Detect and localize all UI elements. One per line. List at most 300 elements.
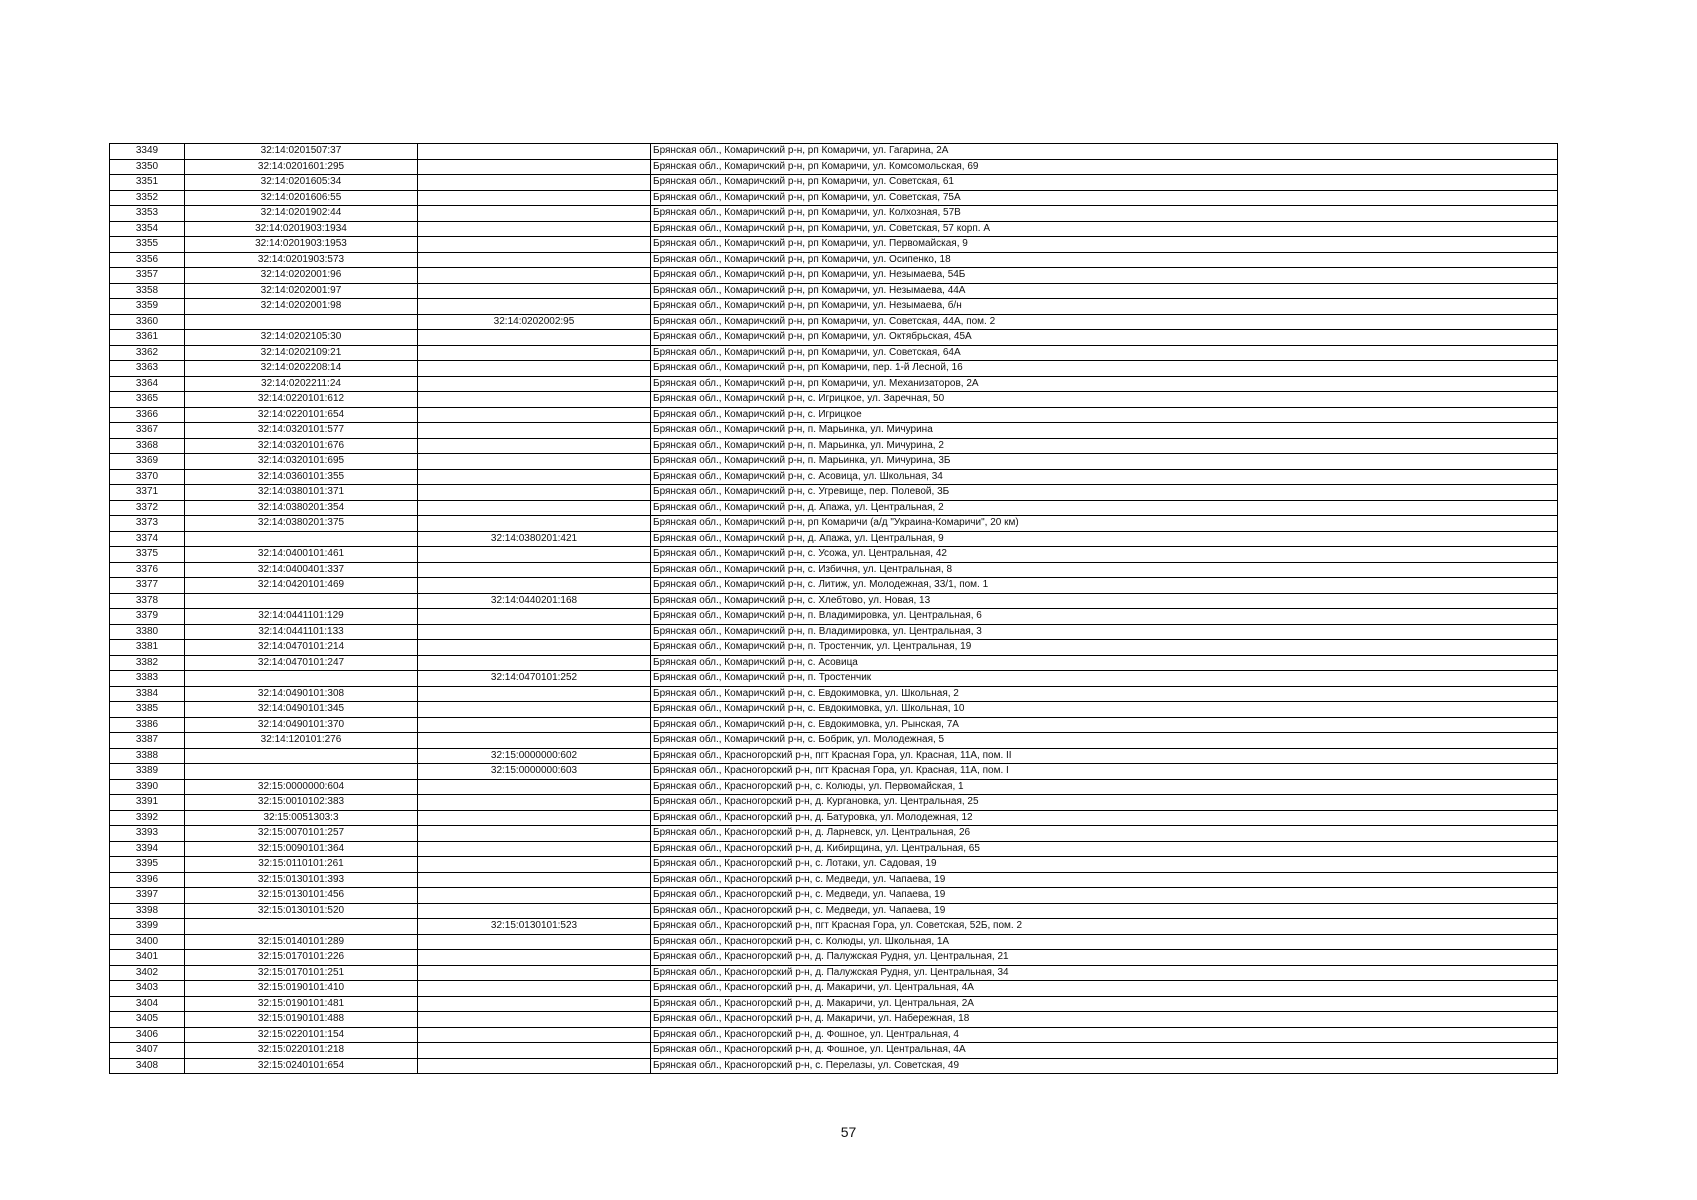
premises-cadastral-number-cell bbox=[418, 640, 651, 656]
address-cell: Брянская обл., Комаричский р-н, п. Тростенчик, ул. Центральная, 19 bbox=[651, 640, 1558, 656]
table-row bbox=[110, 159, 1558, 175]
address-cell: Брянская обл., Красногорский р-н, пгт Красная Гора, ул. Красная, 11А, пом. II bbox=[651, 748, 1558, 764]
table-row bbox=[110, 655, 1558, 671]
premises-cadastral-number-cell bbox=[418, 934, 651, 950]
cadastral-number-cell: 32:15:0130101:393 bbox=[185, 872, 418, 888]
row-number-cell: 3386 bbox=[110, 717, 185, 733]
cadastral-number-cell: 32:15:0140101:289 bbox=[185, 934, 418, 950]
cadastral-number-cell bbox=[185, 919, 418, 935]
address-cell: Брянская обл., Красногорский р-н, с. Медведи, ул. Чапаева, 19 bbox=[651, 888, 1558, 904]
table-row bbox=[110, 1027, 1558, 1043]
row-number-cell: 3374 bbox=[110, 531, 185, 547]
premises-cadastral-number-cell bbox=[418, 485, 651, 501]
address-cell: Брянская обл., Красногорский р-н, д. Макаричи, ул. Центральная, 2А bbox=[651, 996, 1558, 1012]
table-row bbox=[110, 361, 1558, 377]
cadastral-number-cell: 32:14:0490101:370 bbox=[185, 717, 418, 733]
address-cell: Брянская обл., Красногорский р-н, д. Макаричи, ул. Центральная, 4А bbox=[651, 981, 1558, 997]
row-number-cell: 3378 bbox=[110, 593, 185, 609]
table-row bbox=[110, 190, 1558, 206]
premises-cadastral-number-cell bbox=[418, 438, 651, 454]
cadastral-number-cell: 32:15:0190101:410 bbox=[185, 981, 418, 997]
table-row bbox=[110, 686, 1558, 702]
table-row bbox=[110, 330, 1558, 346]
address-cell: Брянская обл., Комаричский р-н, рп Комаричи, ул. Незымаева, 44А bbox=[651, 283, 1558, 299]
row-number-cell: 3355 bbox=[110, 237, 185, 253]
premises-cadastral-number-cell bbox=[418, 996, 651, 1012]
row-number-cell: 3396 bbox=[110, 872, 185, 888]
row-number-cell: 3350 bbox=[110, 159, 185, 175]
address-cell: Брянская обл., Красногорский р-н, с. Колюды, ул. Школьная, 1А bbox=[651, 934, 1558, 950]
row-number-cell: 3393 bbox=[110, 826, 185, 842]
row-number-cell: 3360 bbox=[110, 314, 185, 330]
premises-cadastral-number-cell bbox=[418, 299, 651, 315]
cadastral-number-cell: 32:15:0170101:251 bbox=[185, 965, 418, 981]
row-number-cell: 3404 bbox=[110, 996, 185, 1012]
address-cell: Брянская обл., Комаричский р-н, рп Комаричи, ул. Незымаева, 54Б bbox=[651, 268, 1558, 284]
table-row bbox=[110, 841, 1558, 857]
table-row bbox=[110, 609, 1558, 625]
cadastral-number-cell: 32:14:0201605:34 bbox=[185, 175, 418, 191]
row-number-cell: 3384 bbox=[110, 686, 185, 702]
row-number-cell: 3408 bbox=[110, 1058, 185, 1074]
premises-cadastral-number-cell bbox=[418, 454, 651, 470]
row-number-cell: 3394 bbox=[110, 841, 185, 857]
table-row bbox=[110, 702, 1558, 718]
table-row bbox=[110, 764, 1558, 780]
address-cell: Брянская обл., Красногорский р-н, с. Колюды, ул. Первомайская, 1 bbox=[651, 779, 1558, 795]
table-row bbox=[110, 981, 1558, 997]
address-cell: Брянская обл., Комаричский р-н, рп Комаричи (а/д "Украина-Комаричи", 20 км) bbox=[651, 516, 1558, 532]
premises-cadastral-number-cell bbox=[418, 888, 651, 904]
address-cell: Брянская обл., Комаричский р-н, с. Евдокимовка, ул. Школьная, 2 bbox=[651, 686, 1558, 702]
row-number-cell: 3375 bbox=[110, 547, 185, 563]
address-cell: Брянская обл., Комаричский р-н, с. Асовица, ул. Школьная, 34 bbox=[651, 469, 1558, 485]
premises-cadastral-number-cell bbox=[418, 562, 651, 578]
row-number-cell: 3359 bbox=[110, 299, 185, 315]
table-row bbox=[110, 299, 1558, 315]
address-cell: Брянская обл., Комаричский р-н, рп Комаричи, ул. Первомайская, 9 bbox=[651, 237, 1558, 253]
cadastral-number-cell: 32:15:0051303:3 bbox=[185, 810, 418, 826]
premises-cadastral-number-cell bbox=[418, 1027, 651, 1043]
address-cell: Брянская обл., Красногорский р-н, с. Медведи, ул. Чапаева, 19 bbox=[651, 872, 1558, 888]
cadastral-number-cell: 32:14:0201601:295 bbox=[185, 159, 418, 175]
table-row bbox=[110, 345, 1558, 361]
address-cell: Брянская обл., Комаричский р-н, рп Комаричи, ул. Комсомольская, 69 bbox=[651, 159, 1558, 175]
table-row bbox=[110, 872, 1558, 888]
cadastral-number-cell: 32:14:0202109:21 bbox=[185, 345, 418, 361]
row-number-cell: 3401 bbox=[110, 950, 185, 966]
cadastral-number-cell: 32:15:0220101:218 bbox=[185, 1043, 418, 1059]
address-cell: Брянская обл., Красногорский р-н, с. Медведи, ул. Чапаева, 19 bbox=[651, 903, 1558, 919]
premises-cadastral-number-cell: 32:14:0440201:168 bbox=[418, 593, 651, 609]
address-cell: Брянская обл., Красногорский р-н, д. Фошное, ул. Центральная, 4А bbox=[651, 1043, 1558, 1059]
premises-cadastral-number-cell bbox=[418, 655, 651, 671]
row-number-cell: 3392 bbox=[110, 810, 185, 826]
cadastral-number-cell: 32:15:0240101:654 bbox=[185, 1058, 418, 1074]
premises-cadastral-number-cell bbox=[418, 841, 651, 857]
row-number-cell: 3357 bbox=[110, 268, 185, 284]
table-row bbox=[110, 392, 1558, 408]
cadastral-number-cell: 32:14:0220101:612 bbox=[185, 392, 418, 408]
address-cell: Брянская обл., Комаричский р-н, п. Марьинка, ул. Мичурина, 2 bbox=[651, 438, 1558, 454]
cadastral-number-cell: 32:14:0380201:354 bbox=[185, 500, 418, 516]
table-row bbox=[110, 423, 1558, 439]
premises-cadastral-number-cell bbox=[418, 779, 651, 795]
address-cell: Брянская обл., Красногорский р-н, пгт Красная Гора, ул. Красная, 11А, пом. I bbox=[651, 764, 1558, 780]
row-number-cell: 3367 bbox=[110, 423, 185, 439]
row-number-cell: 3399 bbox=[110, 919, 185, 935]
premises-cadastral-number-cell: 32:14:0380201:421 bbox=[418, 531, 651, 547]
cadastral-number-cell bbox=[185, 671, 418, 687]
premises-cadastral-number-cell: 32:14:0202002:95 bbox=[418, 314, 651, 330]
cadastral-number-cell: 32:15:0010102:383 bbox=[185, 795, 418, 811]
premises-cadastral-number-cell: 32:14:0470101:252 bbox=[418, 671, 651, 687]
table-row bbox=[110, 144, 1558, 160]
cadastral-number-cell: 32:14:0490101:345 bbox=[185, 702, 418, 718]
premises-cadastral-number-cell bbox=[418, 221, 651, 237]
cadastral-number-cell: 32:14:0420101:469 bbox=[185, 578, 418, 594]
table-row bbox=[110, 438, 1558, 454]
row-number-cell: 3369 bbox=[110, 454, 185, 470]
cadastral-number-cell: 32:14:0202001:96 bbox=[185, 268, 418, 284]
table-row bbox=[110, 454, 1558, 470]
row-number-cell: 3376 bbox=[110, 562, 185, 578]
table-row bbox=[110, 934, 1558, 950]
cadastral-number-cell: 32:15:0130101:456 bbox=[185, 888, 418, 904]
table-row bbox=[110, 237, 1558, 253]
premises-cadastral-number-cell bbox=[418, 1012, 651, 1028]
cadastral-number-cell: 32:15:0190101:488 bbox=[185, 1012, 418, 1028]
table-row bbox=[110, 268, 1558, 284]
table-row bbox=[110, 314, 1558, 330]
premises-cadastral-number-cell bbox=[418, 950, 651, 966]
address-cell: Брянская обл., Комаричский р-н, с. Евдокимовка, ул. Школьная, 10 bbox=[651, 702, 1558, 718]
premises-cadastral-number-cell bbox=[418, 376, 651, 392]
cadastral-number-cell: 32:14:0490101:308 bbox=[185, 686, 418, 702]
premises-cadastral-number-cell bbox=[418, 268, 651, 284]
premises-cadastral-number-cell bbox=[418, 1043, 651, 1059]
address-cell: Брянская обл., Комаричский р-н, д. Апажа, ул. Центральная, 9 bbox=[651, 531, 1558, 547]
cadastral-number-cell bbox=[185, 764, 418, 780]
cadastral-number-cell: 32:14:0202208:14 bbox=[185, 361, 418, 377]
table-row bbox=[110, 717, 1558, 733]
premises-cadastral-number-cell bbox=[418, 345, 651, 361]
row-number-cell: 3349 bbox=[110, 144, 185, 160]
table-row bbox=[110, 950, 1558, 966]
table-row bbox=[110, 640, 1558, 656]
cadastral-number-cell: 32:14:0441101:129 bbox=[185, 609, 418, 625]
table-row bbox=[110, 531, 1558, 547]
cadastral-number-cell: 32:15:0070101:257 bbox=[185, 826, 418, 842]
address-cell: Брянская обл., Комаричский р-н, рп Комаричи, ул. Незымаева, б/н bbox=[651, 299, 1558, 315]
address-cell: Брянская обл., Комаричский р-н, с. Угревище, пер. Полевой, 3Б bbox=[651, 485, 1558, 501]
premises-cadastral-number-cell bbox=[418, 810, 651, 826]
cadastral-number-cell bbox=[185, 748, 418, 764]
property-table-body bbox=[110, 144, 1558, 1074]
table-row bbox=[110, 826, 1558, 842]
table-row bbox=[110, 407, 1558, 423]
row-number-cell: 3364 bbox=[110, 376, 185, 392]
premises-cadastral-number-cell bbox=[418, 175, 651, 191]
row-number-cell: 3351 bbox=[110, 175, 185, 191]
address-cell: Брянская обл., Красногорский р-н, д. Фошное, ул. Центральная, 4 bbox=[651, 1027, 1558, 1043]
cadastral-number-cell: 32:14:120101:276 bbox=[185, 733, 418, 749]
address-cell: Брянская обл., Комаричский р-н, с. Асовица bbox=[651, 655, 1558, 671]
cadastral-number-cell: 32:14:0470101:247 bbox=[185, 655, 418, 671]
address-cell: Брянская обл., Комаричский р-н, рп Комаричи, ул. Механизаторов, 2А bbox=[651, 376, 1558, 392]
address-cell: Брянская обл., Комаричский р-н, с. Литиж, ул. Молодежная, 33/1, пом. 1 bbox=[651, 578, 1558, 594]
address-cell: Брянская обл., Комаричский р-н, рп Комаричи, ул. Советская, 64А bbox=[651, 345, 1558, 361]
address-cell: Брянская обл., Комаричский р-н, рп Комаричи, ул. Осипенко, 18 bbox=[651, 252, 1558, 268]
row-number-cell: 3373 bbox=[110, 516, 185, 532]
row-number-cell: 3377 bbox=[110, 578, 185, 594]
address-cell: Брянская обл., Комаричский р-н, рп Комаричи, ул. Советская, 75А bbox=[651, 190, 1558, 206]
premises-cadastral-number-cell bbox=[418, 578, 651, 594]
address-cell: Брянская обл., Комаричский р-н, с. Игрицкое bbox=[651, 407, 1558, 423]
premises-cadastral-number-cell bbox=[418, 624, 651, 640]
address-cell: Брянская обл., Комаричский р-н, рп Комаричи, пер. 1-й Лесной, 16 bbox=[651, 361, 1558, 377]
address-cell: Брянская обл., Комаричский р-н, с. Бобрик, ул. Молодежная, 5 bbox=[651, 733, 1558, 749]
row-number-cell: 3383 bbox=[110, 671, 185, 687]
table-row bbox=[110, 965, 1558, 981]
premises-cadastral-number-cell: 32:15:0000000:603 bbox=[418, 764, 651, 780]
cadastral-number-cell: 32:15:0190101:481 bbox=[185, 996, 418, 1012]
cadastral-number-cell: 32:14:0400401:337 bbox=[185, 562, 418, 578]
address-cell: Брянская обл., Красногорский р-н, д. Палужская Рудня, ул. Центральная, 34 bbox=[651, 965, 1558, 981]
cadastral-number-cell: 32:14:0320101:676 bbox=[185, 438, 418, 454]
table-row bbox=[110, 593, 1558, 609]
premises-cadastral-number-cell bbox=[418, 190, 651, 206]
premises-cadastral-number-cell bbox=[418, 702, 651, 718]
row-number-cell: 3352 bbox=[110, 190, 185, 206]
cadastral-number-cell: 32:15:0000000:604 bbox=[185, 779, 418, 795]
address-cell: Брянская обл., Комаричский р-н, с. Усожа, ул. Центральная, 42 bbox=[651, 547, 1558, 563]
row-number-cell: 3358 bbox=[110, 283, 185, 299]
cadastral-number-cell: 32:14:0470101:214 bbox=[185, 640, 418, 656]
table-row bbox=[110, 779, 1558, 795]
row-number-cell: 3382 bbox=[110, 655, 185, 671]
row-number-cell: 3397 bbox=[110, 888, 185, 904]
cadastral-number-cell: 32:14:0201902:44 bbox=[185, 206, 418, 222]
address-cell: Брянская обл., Красногорский р-н, с. Лотаки, ул. Садовая, 19 bbox=[651, 857, 1558, 873]
premises-cadastral-number-cell bbox=[418, 609, 651, 625]
table-row bbox=[110, 733, 1558, 749]
premises-cadastral-number-cell bbox=[418, 159, 651, 175]
address-cell: Брянская обл., Комаричский р-н, с. Евдокимовка, ул. Рынская, 7А bbox=[651, 717, 1558, 733]
premises-cadastral-number-cell bbox=[418, 826, 651, 842]
row-number-cell: 3361 bbox=[110, 330, 185, 346]
row-number-cell: 3406 bbox=[110, 1027, 185, 1043]
premises-cadastral-number-cell bbox=[418, 144, 651, 160]
address-cell: Брянская обл., Комаричский р-н, п. Марьинка, ул. Мичурина, 3Б bbox=[651, 454, 1558, 470]
table-row bbox=[110, 221, 1558, 237]
table-row bbox=[110, 857, 1558, 873]
row-number-cell: 3395 bbox=[110, 857, 185, 873]
address-cell: Брянская обл., Комаричский р-н, с. Хлебтово, ул. Новая, 13 bbox=[651, 593, 1558, 609]
cadastral-number-cell: 32:14:0201606:55 bbox=[185, 190, 418, 206]
row-number-cell: 3362 bbox=[110, 345, 185, 361]
address-cell: Брянская обл., Красногорский р-н, д. Макаричи, ул. Набережная, 18 bbox=[651, 1012, 1558, 1028]
row-number-cell: 3400 bbox=[110, 934, 185, 950]
table-row bbox=[110, 1012, 1558, 1028]
row-number-cell: 3372 bbox=[110, 500, 185, 516]
table-row bbox=[110, 671, 1558, 687]
address-cell: Брянская обл., Комаричский р-н, п. Марьинка, ул. Мичурина bbox=[651, 423, 1558, 439]
table-row bbox=[110, 547, 1558, 563]
table-row bbox=[110, 624, 1558, 640]
cadastral-number-cell: 32:14:0202211:24 bbox=[185, 376, 418, 392]
table-row bbox=[110, 376, 1558, 392]
address-cell: Брянская обл., Красногорский р-н, д. Палужская Рудня, ул. Центральная, 21 bbox=[651, 950, 1558, 966]
address-cell: Брянская обл., Комаричский р-н, п. Владимировка, ул. Центральная, 6 bbox=[651, 609, 1558, 625]
table-row bbox=[110, 1043, 1558, 1059]
cadastral-number-cell: 32:15:0110101:261 bbox=[185, 857, 418, 873]
row-number-cell: 3389 bbox=[110, 764, 185, 780]
row-number-cell: 3388 bbox=[110, 748, 185, 764]
cadastral-number-cell: 32:15:0220101:154 bbox=[185, 1027, 418, 1043]
table-row bbox=[110, 888, 1558, 904]
table-row bbox=[110, 1058, 1558, 1074]
table-row bbox=[110, 485, 1558, 501]
premises-cadastral-number-cell bbox=[418, 857, 651, 873]
row-number-cell: 3363 bbox=[110, 361, 185, 377]
premises-cadastral-number-cell bbox=[418, 500, 651, 516]
table-row bbox=[110, 748, 1558, 764]
cadastral-number-cell: 32:15:0090101:364 bbox=[185, 841, 418, 857]
row-number-cell: 3353 bbox=[110, 206, 185, 222]
address-cell: Брянская обл., Комаричский р-н, рп Комаричи, ул. Советская, 57 корп. А bbox=[651, 221, 1558, 237]
address-cell: Брянская обл., Комаричский р-н, п. Тростенчик bbox=[651, 671, 1558, 687]
address-cell: Брянская обл., Красногорский р-н, д. Кибирщина, ул. Центральная, 65 bbox=[651, 841, 1558, 857]
row-number-cell: 3387 bbox=[110, 733, 185, 749]
address-cell: Брянская обл., Комаричский р-н, рп Комаричи, ул. Октябрьская, 45А bbox=[651, 330, 1558, 346]
table-row bbox=[110, 903, 1558, 919]
premises-cadastral-number-cell bbox=[418, 1058, 651, 1074]
premises-cadastral-number-cell bbox=[418, 206, 651, 222]
cadastral-number-cell: 32:14:0360101:355 bbox=[185, 469, 418, 485]
premises-cadastral-number-cell bbox=[418, 330, 651, 346]
cadastral-number-cell: 32:14:0220101:654 bbox=[185, 407, 418, 423]
premises-cadastral-number-cell: 32:15:0000000:602 bbox=[418, 748, 651, 764]
address-cell: Брянская обл., Комаричский р-н, п. Владимировка, ул. Центральная, 3 bbox=[651, 624, 1558, 640]
premises-cadastral-number-cell bbox=[418, 981, 651, 997]
premises-cadastral-number-cell: 32:15:0130101:523 bbox=[418, 919, 651, 935]
cadastral-number-cell bbox=[185, 314, 418, 330]
row-number-cell: 3379 bbox=[110, 609, 185, 625]
row-number-cell: 3354 bbox=[110, 221, 185, 237]
row-number-cell: 3405 bbox=[110, 1012, 185, 1028]
premises-cadastral-number-cell bbox=[418, 392, 651, 408]
row-number-cell: 3403 bbox=[110, 981, 185, 997]
cadastral-number-cell: 32:14:0201903:573 bbox=[185, 252, 418, 268]
cadastral-number-cell: 32:14:0202001:98 bbox=[185, 299, 418, 315]
premises-cadastral-number-cell bbox=[418, 733, 651, 749]
row-number-cell: 3356 bbox=[110, 252, 185, 268]
table-row bbox=[110, 283, 1558, 299]
cadastral-number-cell: 32:15:0170101:226 bbox=[185, 950, 418, 966]
row-number-cell: 3370 bbox=[110, 469, 185, 485]
row-number-cell: 3366 bbox=[110, 407, 185, 423]
row-number-cell: 3365 bbox=[110, 392, 185, 408]
premises-cadastral-number-cell bbox=[418, 407, 651, 423]
row-number-cell: 3368 bbox=[110, 438, 185, 454]
premises-cadastral-number-cell bbox=[418, 252, 651, 268]
address-cell: Брянская обл., Комаричский р-н, рп Комаричи, ул. Колхозная, 57В bbox=[651, 206, 1558, 222]
premises-cadastral-number-cell bbox=[418, 237, 651, 253]
premises-cadastral-number-cell bbox=[418, 516, 651, 532]
cadastral-number-cell: 32:14:0380201:375 bbox=[185, 516, 418, 532]
premises-cadastral-number-cell bbox=[418, 872, 651, 888]
row-number-cell: 3390 bbox=[110, 779, 185, 795]
address-cell: Брянская обл., Красногорский р-н, д. Ларневск, ул. Центральная, 26 bbox=[651, 826, 1558, 842]
cadastral-number-cell: 32:14:0201903:1953 bbox=[185, 237, 418, 253]
table-row bbox=[110, 206, 1558, 222]
cadastral-number-cell: 32:14:0441101:133 bbox=[185, 624, 418, 640]
table-row bbox=[110, 175, 1558, 191]
table-row bbox=[110, 562, 1558, 578]
table-row bbox=[110, 810, 1558, 826]
row-number-cell: 3402 bbox=[110, 965, 185, 981]
row-number-cell: 3398 bbox=[110, 903, 185, 919]
address-cell: Брянская обл., Комаричский р-н, д. Апажа, ул. Центральная, 2 bbox=[651, 500, 1558, 516]
premises-cadastral-number-cell bbox=[418, 283, 651, 299]
table-row bbox=[110, 795, 1558, 811]
table-row bbox=[110, 919, 1558, 935]
table-row bbox=[110, 500, 1558, 516]
table-row bbox=[110, 252, 1558, 268]
address-cell: Брянская обл., Комаричский р-н, с. Игрицкое, ул. Заречная, 50 bbox=[651, 392, 1558, 408]
cadastral-number-cell: 32:14:0400101:461 bbox=[185, 547, 418, 563]
row-number-cell: 3371 bbox=[110, 485, 185, 501]
cadastral-number-cell: 32:14:0320101:577 bbox=[185, 423, 418, 439]
address-cell: Брянская обл., Красногорский р-н, пгт Красная Гора, ул. Советская, 52Б, пом. 2 bbox=[651, 919, 1558, 935]
cadastral-number-cell bbox=[185, 593, 418, 609]
premises-cadastral-number-cell bbox=[418, 361, 651, 377]
premises-cadastral-number-cell bbox=[418, 903, 651, 919]
address-cell: Брянская обл., Комаричский р-н, рп Комаричи, ул. Гагарина, 2А bbox=[651, 144, 1558, 160]
cadastral-number-cell: 32:15:0130101:520 bbox=[185, 903, 418, 919]
cadastral-number-cell bbox=[185, 531, 418, 547]
premises-cadastral-number-cell bbox=[418, 965, 651, 981]
table-row bbox=[110, 578, 1558, 594]
cadastral-number-cell: 32:14:0202105:30 bbox=[185, 330, 418, 346]
premises-cadastral-number-cell bbox=[418, 469, 651, 485]
premises-cadastral-number-cell bbox=[418, 686, 651, 702]
address-cell: Брянская обл., Красногорский р-н, д. Батуровка, ул. Молодежная, 12 bbox=[651, 810, 1558, 826]
premises-cadastral-number-cell bbox=[418, 547, 651, 563]
address-cell: Брянская обл., Комаричский р-н, с. Избичня, ул. Центральная, 8 bbox=[651, 562, 1558, 578]
page-number: 57 bbox=[840, 1124, 857, 1140]
cadastral-number-cell: 32:14:0320101:695 bbox=[185, 454, 418, 470]
row-number-cell: 3385 bbox=[110, 702, 185, 718]
cadastral-number-cell: 32:14:0201507:37 bbox=[185, 144, 418, 160]
cadastral-number-cell: 32:14:0380101:371 bbox=[185, 485, 418, 501]
cadastral-number-cell: 32:14:0201903:1934 bbox=[185, 221, 418, 237]
premises-cadastral-number-cell bbox=[418, 795, 651, 811]
address-cell: Брянская обл., Комаричский р-н, рп Комаричи, ул. Советская, 44А, пом. 2 bbox=[651, 314, 1558, 330]
table-row bbox=[110, 516, 1558, 532]
row-number-cell: 3381 bbox=[110, 640, 185, 656]
address-cell: Брянская обл., Красногорский р-н, д. Кургановка, ул. Центральная, 25 bbox=[651, 795, 1558, 811]
premises-cadastral-number-cell bbox=[418, 423, 651, 439]
row-number-cell: 3391 bbox=[110, 795, 185, 811]
premises-cadastral-number-cell bbox=[418, 717, 651, 733]
row-number-cell: 3407 bbox=[110, 1043, 185, 1059]
property-table bbox=[109, 143, 1558, 1074]
address-cell: Брянская обл., Комаричский р-н, рп Комаричи, ул. Советская, 61 bbox=[651, 175, 1558, 191]
table-row bbox=[110, 996, 1558, 1012]
row-number-cell: 3380 bbox=[110, 624, 185, 640]
